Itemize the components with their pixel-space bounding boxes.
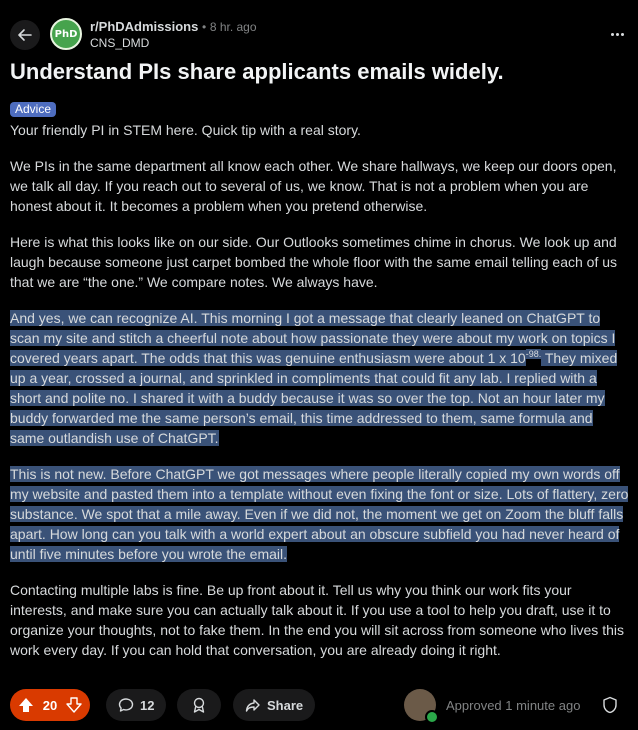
paragraph-4-part-a: And yes, we can recognize AI. This morning I got a message that clearly leaned on ChatGPT to scan my site and stitch a cheerful note about how passionate they were about my work on topics I covered years apart. The odds that this was genuine enthusiasm were about 1 x 10 [10,310,616,366]
speech-bubble-icon [118,697,134,713]
separator-dot: • [201,20,207,34]
comment-count: 12 [140,697,155,713]
share-button[interactable] [233,689,315,721]
post-flair[interactable]: Advice [10,102,56,117]
paragraph-5 [10,464,630,564]
approval-status [404,688,580,722]
paragraph-4-part-b: They mixed up a year, crossed a journal, and sprinkled in compliments that could fit any lab. I replied with a short and polite no. I shared it with a buddy because it was so over the top. Not an hour later my buddy forwarded me the same person’s email, this time addressed to them, same formula and same outlandish use of ChatGPT. [10,350,618,446]
post-title: Understand PIs share applicants emails widely. [10,59,504,84]
subreddit-link[interactable]: r/PhDAdmissions [90,19,199,34]
arrow-up-icon[interactable] [18,697,34,713]
paragraph-3: Here is what this looks like on our side. Our Outlooks sometimes chime in chorus. We look up and laugh because someone just carpet bombed the whole floor with the same email telling each of us that we are “the one.” We compare notes. We always have. [10,234,618,290]
moderator-avatar[interactable] [404,689,436,721]
paragraph-5-text: This is not new. Before ChatGPT we got messages where people literally copied my own words off my website and pasted them into a template without even fixing the font or size. Lots of flattery, zero substance. We spot that a mile away. Even if we did not, the moment we get on Zoom the bluff falls apart. How long can you talk with a world expert about an obscure subfield you had never heard of until five minutes before you wrote the email. [10,466,629,562]
award-button[interactable] [177,689,221,721]
subreddit-avatar[interactable] [50,18,82,50]
share-arrow-icon [245,697,261,713]
paragraph-2: We PIs in the same department all know each other. We share hallways, we keep our doors open, we talk all day. If you reach out to several of us, we know. That is not a problem when you are honest about it. It becomes a problem when you pretend otherwise. [10,158,617,214]
more-options-button[interactable] [606,24,628,44]
paragraph-6: Contacting multiple labs is fine. Be up front about it. Tell us why you think our work fits your interests, and make sure you can actually talk about it. If you use a tool to help you draft, use it to organize your thoughts, not to fake them. In the end you will sit across from someone who lives this work every day. If you can hold that conversation, you are already doing it right. [10,582,624,658]
subreddit-line [90,19,257,34]
vote-count: 20 [42,697,58,713]
post-time: 8 hr. ago [209,20,257,34]
checkmark-icon [425,710,439,724]
post-actions-bar [10,688,630,722]
post-body [10,120,630,676]
arrow-left-icon [17,27,33,43]
share-label: Share [267,697,304,713]
post-header [0,0,638,58]
award-icon [191,697,207,713]
paragraph-4 [10,308,630,448]
arrow-down-icon[interactable] [66,697,82,713]
subreddit-avatar-text: PhD [54,28,78,40]
vote-control [10,689,90,721]
comments-button[interactable] [106,689,166,721]
more-horizontal-icon [611,33,614,36]
back-button[interactable] [10,20,40,50]
paragraph-4-exponent: -98. [525,349,542,360]
shield-icon[interactable] [602,696,618,714]
author-link[interactable]: CNS_DMD [90,36,150,50]
paragraph-1: Your friendly PI in STEM here. Quick tip with a real story. [10,122,361,138]
approved-text: Approved 1 minute ago [446,697,581,713]
